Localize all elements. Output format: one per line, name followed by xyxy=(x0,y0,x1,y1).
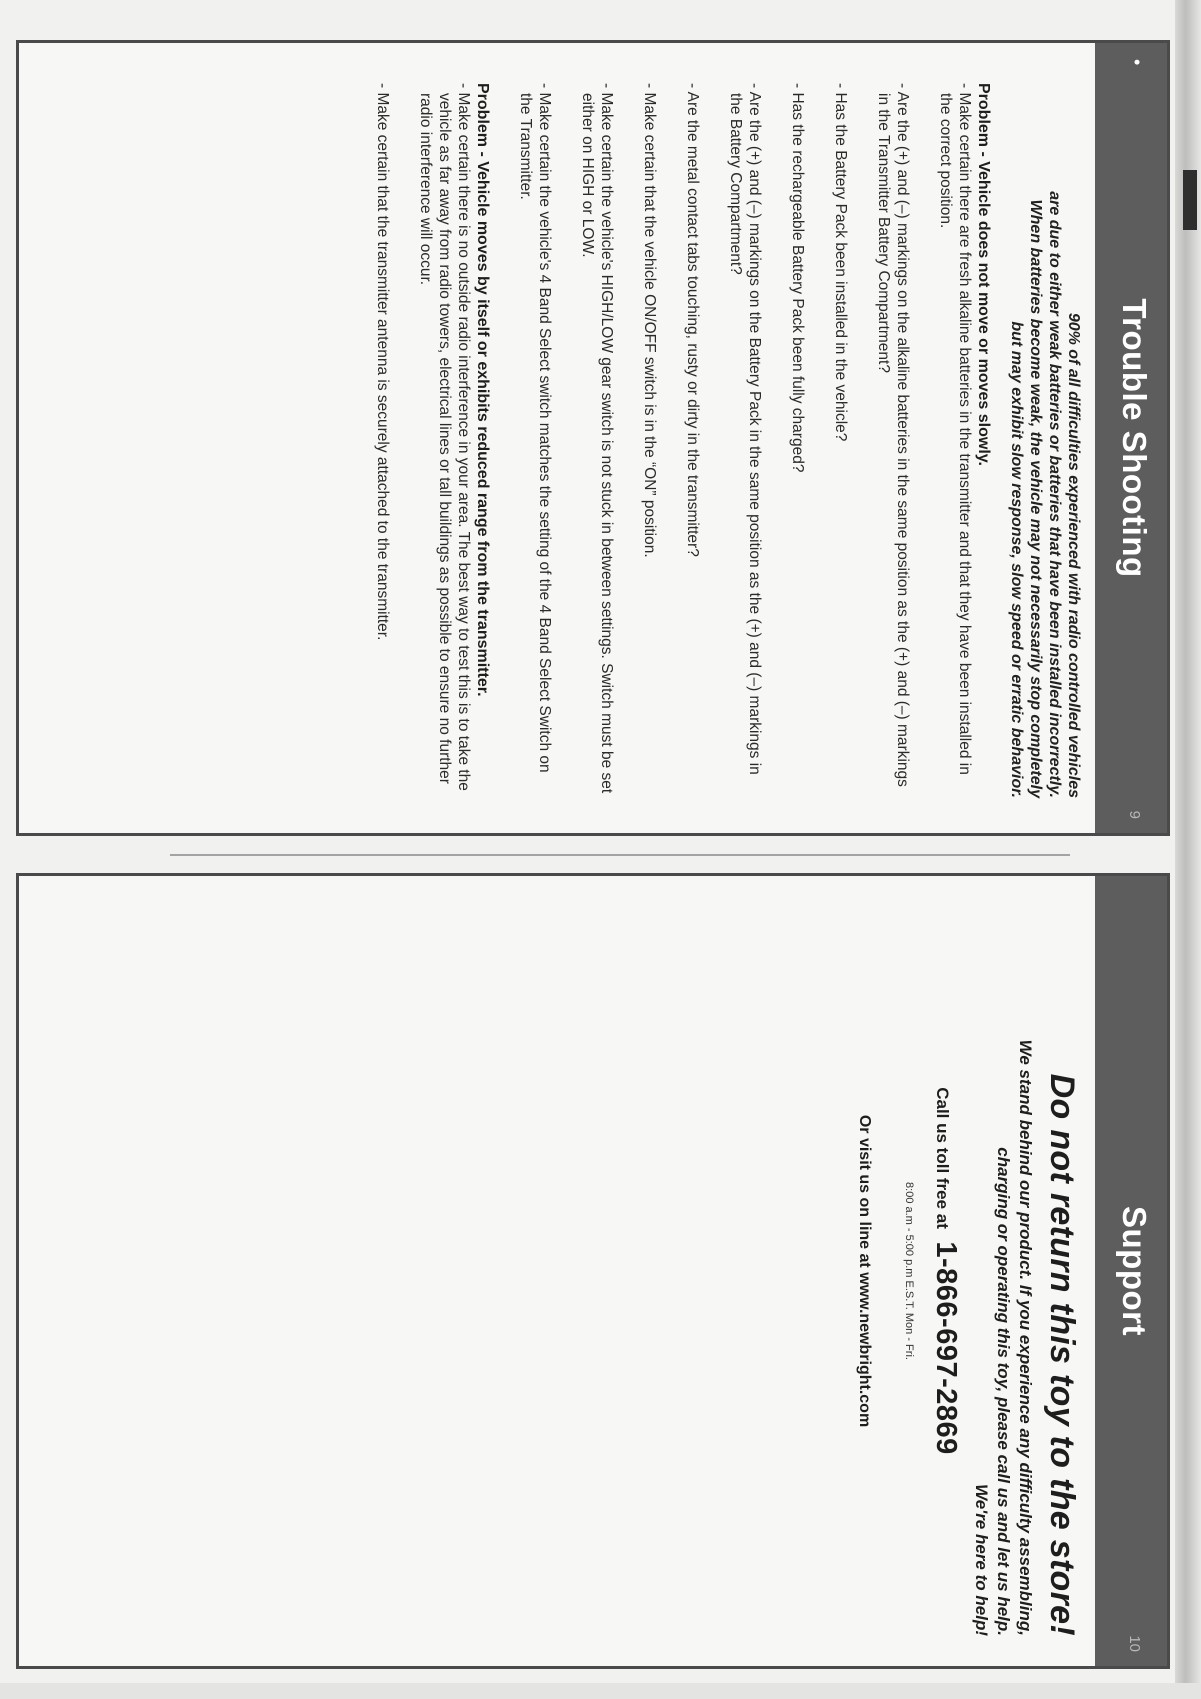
page-number: 10 xyxy=(1126,1635,1143,1652)
support-rotated-content xyxy=(19,876,1167,1666)
bullet-icon: • xyxy=(1127,59,1147,66)
support-message xyxy=(970,906,1081,1636)
support-page xyxy=(16,873,1170,1669)
problem-heading: Problem - Vehicle does not move or moves slowly. xyxy=(975,83,992,466)
checklist-item: - Are the metal contact tabs touching, rusty or dirty in the transmitter? xyxy=(684,83,701,557)
page-number: 9 xyxy=(1126,810,1143,819)
intro-line: When batteries become weak, the vehicle may not necessarily stop completely xyxy=(1027,199,1044,798)
phone-number[interactable]: 1-866-697-2869 xyxy=(930,1241,962,1455)
support-subline: charging or operating this toy, please call us and let us help. xyxy=(994,1147,1013,1636)
call-label: Call us toll free at xyxy=(933,1087,952,1229)
checklist-item: - Has the Battery Pack been installed in the vehicle? xyxy=(832,83,849,442)
checklist-item: - Make certain there are fresh alkaline batteries in the transmitter and that they have been installed in the correct position. xyxy=(937,83,973,775)
business-hours: 8:00 a.m - 5:00 p.m E.S.T. Mon - Fri. xyxy=(903,1182,915,1360)
checklist-item: - Are the (+) and (–) markings on the alkaline batteries in the same position as the (+) and (–) markings in the Transmitter Battery Compartment? xyxy=(875,83,911,787)
scanner-edge xyxy=(1175,0,1201,1699)
checklist-item: - Make certain there is no outside radio interference in your area. The best way to test this is to take the vehicle as far away from radio towers, electrical lines or tall buildings as possible to ensure no further radio interference will occur. xyxy=(417,83,472,791)
checklist-item: - Make certain that the vehicle ON/OFF switch is in the “ON” position. xyxy=(641,83,658,558)
checklist-item: - Has the rechargeable Battery Pack been fully charged? xyxy=(789,83,806,473)
intro-line: but may exhibit slow response, slow speed or erratic behavior. xyxy=(1008,321,1025,798)
problem-heading: Problem - Vehicle moves by itself or exhibits reduced range from the transmitter. xyxy=(474,83,491,697)
support-subline: We're here to help! xyxy=(972,1483,991,1636)
intro-line: are due to either weak batteries or batteries that have been installed incorrectly. xyxy=(1046,191,1063,798)
headline: Do not return this toy to the store! xyxy=(1043,1073,1081,1636)
trouble-shooting-body xyxy=(349,83,1083,798)
scanner-mark xyxy=(1183,170,1197,230)
fold-line xyxy=(170,854,1070,856)
website-line[interactable]: Or visit us on line at www.newbright.com xyxy=(856,1114,873,1428)
intro-line: 90% of all difficulties experienced with radio controlled vehicles xyxy=(1065,312,1082,798)
trouble-shooting-rotated-content xyxy=(19,43,1167,833)
checklist-item: - Make certain the vehicle's 4 Band Select switch matches the setting of the 4 Band Select Switch on the Transmitter. xyxy=(517,83,553,773)
page-title: Trouble Shooting xyxy=(1116,298,1153,578)
checklist-item: - Are the (+) and (–) markings on the Battery Pack in the same position as the (+) and (–) markings in the Battery Compartment? xyxy=(727,83,763,775)
support-header xyxy=(1095,876,1167,1666)
page-title: Support xyxy=(1116,1206,1153,1336)
trouble-shooting-page xyxy=(16,40,1170,836)
checklist-item: - Make certain that the transmitter antenna is securely attached to the transmitter. xyxy=(374,83,391,641)
call-row xyxy=(929,876,962,1666)
intro-paragraph xyxy=(1007,83,1083,798)
checklist-item: - Make certain the vehicle's HIGH/LOW gear switch is not stuck in between settings. Switch must be set either on HIGH or LOW. xyxy=(579,83,615,794)
trouble-shooting-header xyxy=(1095,43,1167,833)
scan-bottom-edge xyxy=(0,1683,1201,1699)
support-subline: We stand behind our product. If you experience any difficulty assembling, xyxy=(1016,1039,1035,1636)
